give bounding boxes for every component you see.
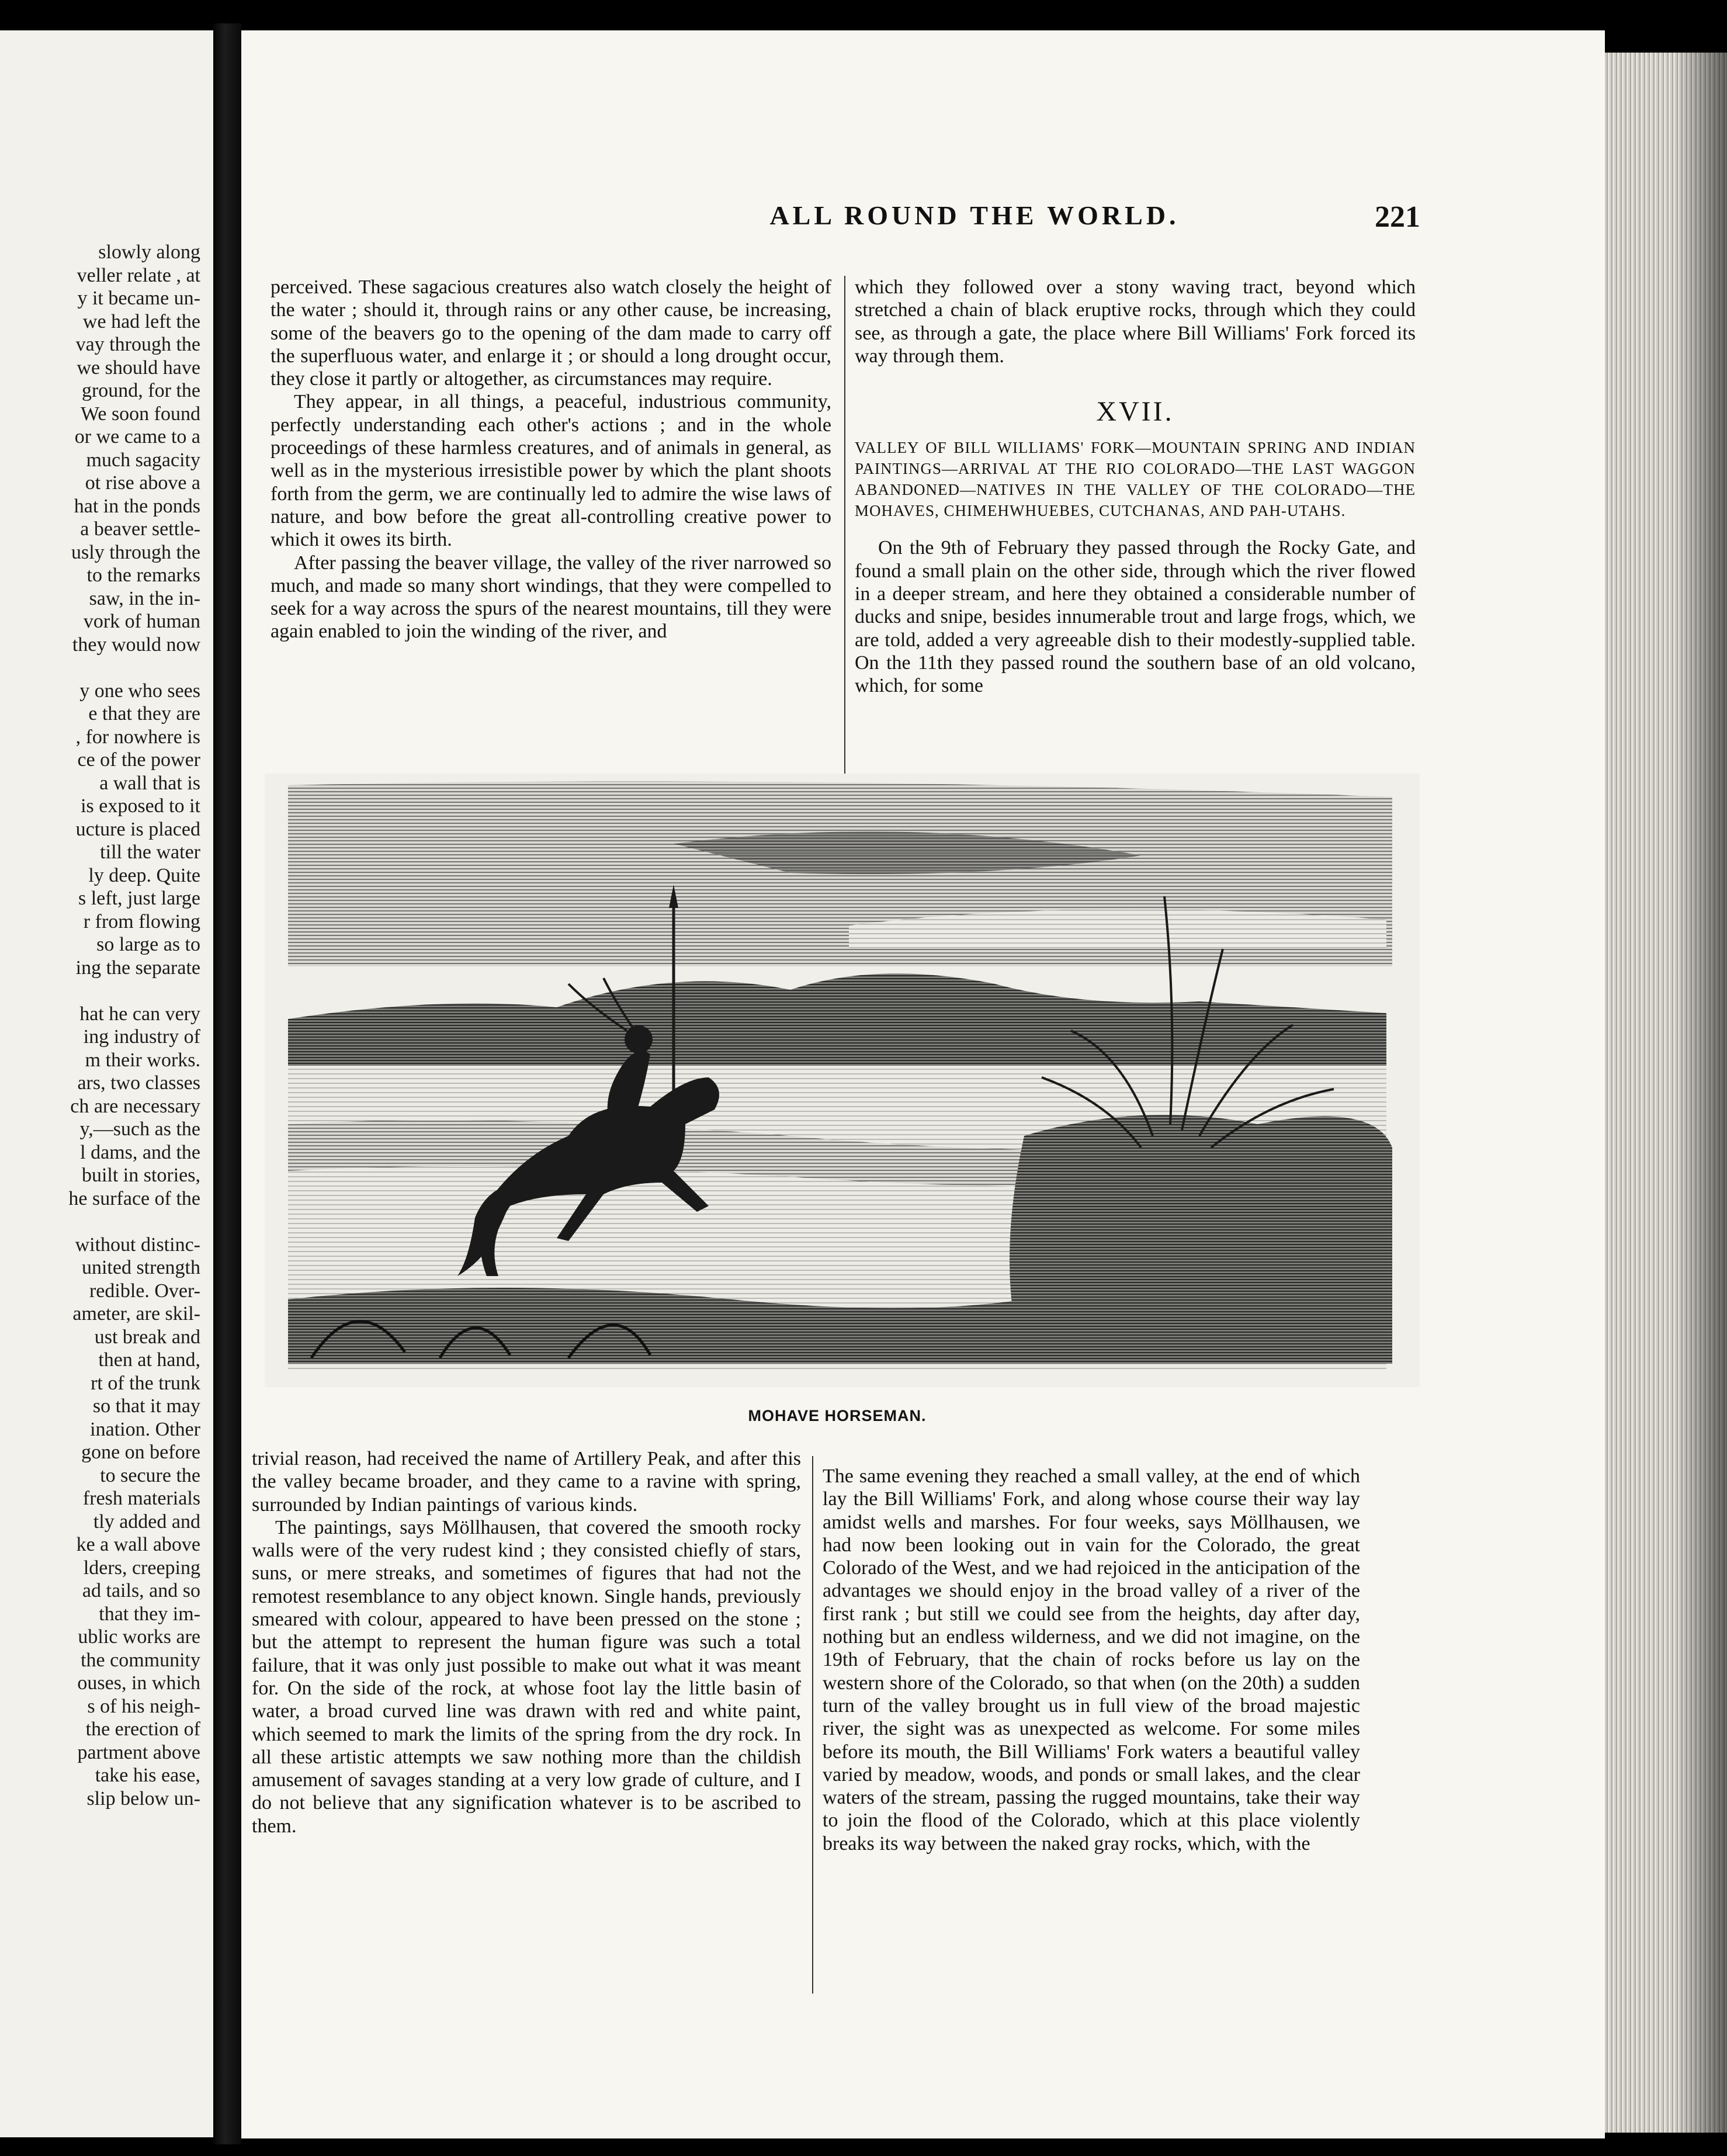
facing-page-line: y it became un- — [77, 287, 200, 309]
paragraph: They appear, in all things, a peaceful, industrious community, perfectly understanding each other's actions ; and in the whole proceedings of these harmless creatures, and of animals in general, as well as in the mysterious irresistible power by which the plant shoots forth from the germ, we are continually led to admire the wise laws of nature, and bow before the great all-controlling creative power to which it owes its birth. — [271, 391, 831, 551]
book-gutter — [213, 23, 241, 2144]
facing-page-line: ust break and — [94, 1326, 200, 1348]
facing-page-line: ce of the power — [77, 749, 200, 771]
facing-page-line: ly deep. Quite — [88, 864, 200, 886]
facing-page-line: y,—such as the — [79, 1118, 200, 1140]
facing-page-line: slip below un- — [86, 1787, 200, 1810]
facing-page-line: m their works. — [85, 1049, 200, 1071]
facing-page-line: vay through the — [75, 334, 200, 355]
facing-page-line: hat in the ponds — [74, 495, 200, 517]
facing-page-line: r from flowing — [83, 910, 200, 933]
facing-page-line: ad tails, and so — [82, 1580, 200, 1602]
facing-page-line: take his ease, — [95, 1765, 200, 1786]
facing-page-line: the community — [81, 1649, 200, 1671]
column-bottom-right — [823, 1465, 1360, 1855]
column-rule-bottom — [812, 1456, 813, 1994]
rider-head — [625, 1025, 653, 1053]
facing-page-line: ing industry of — [83, 1026, 200, 1048]
facing-page-fragment — [0, 30, 213, 2137]
paragraph: trivial reason, had received the name of Artillery Peak, and after this the valley became broader, and they came to a ravine with spring, surrounded by Indian paintings of various kinds. — [252, 1448, 801, 1516]
facing-page-line: e that they are — [88, 703, 200, 725]
facing-page-line: ameter, are skil- — [72, 1303, 200, 1325]
paragraph: On the 9th of February they passed through the Rocky Gate, and found a small plain on the other side, through which the river flowed in a deeper stream, and here they obtained a considerable number of ducks and snipe, besides innumerable trout and large frogs, which, we are told, added a very agreeable dish to their modestly-supplied table. On the 11th they passed round the southern base of an old volcano, which, for some — [855, 537, 1416, 697]
facing-page-line: saw, in the in- — [89, 587, 200, 609]
facing-page-line: the erection of — [85, 1718, 200, 1740]
facing-page-line: rt of the trunk — [91, 1372, 200, 1394]
paragraph: perceived. These sagacious creatures also watch closely the height of the water ; should it, through rains or any other cause, be increasing, some of the beavers go to the opening of the dam made to carry off the superfluous water, and enlarge it ; or should a long drought occur, they close it partly or altogether, as circumstances may require. — [271, 276, 831, 390]
facing-page-line: a beaver settle- — [80, 518, 200, 540]
facing-page-line: we had left the — [82, 310, 200, 332]
facing-page-line: united strength — [81, 1257, 200, 1278]
page-edges — [1605, 53, 1727, 2133]
mohave-horseman-engraving — [265, 774, 1420, 1387]
paragraph: The paintings, says Möllhausen, that covered the smooth rocky walls were of the very rudest kind ; they consisted chiefly of stars, suns, or mere streaks, and sometimes of figures that had not the remotest resemblance to any object known. Single hands, previously smeared with colour, appeared to have been pressed on the stone ; but the attempt to represent the human figure was such a total failure, that it was only just possible to make out what it was meant for. On the side of the rock, at whose foot lay the little basin of water, a broad curved line was drawn with red and white paint, which seemed to mark the limits of the spring from the dry rock. In all these artistic attempts we saw nothing more than the childish amusement of savages standing at a very low grade of culture, and I do not believe that any signification whatever is to be ascribed to them. — [252, 1516, 801, 1837]
column-bottom-left — [252, 1447, 801, 1838]
facing-page-line: so that it may — [92, 1395, 200, 1417]
facing-page-line: lders, creeping — [83, 1557, 200, 1579]
paragraph: which they followed over a stony waving tract, beyond which stretched a chain of black eruptive rocks, through which they could see, as through a gate, the place where Bill Williams' Fork forced its way through them. — [855, 276, 1416, 367]
facing-page-line: s left, just large — [78, 888, 200, 909]
page-number: 221 — [1375, 200, 1420, 234]
facing-page-line: veller relate , at — [77, 264, 200, 286]
facing-page-line: till the water — [100, 841, 200, 863]
facing-page-line: they would now — [72, 633, 200, 656]
chapter-number: XVII. — [1096, 396, 1174, 428]
facing-page-line: is exposed to it — [81, 795, 200, 817]
facing-page-line: built in stories, — [81, 1164, 200, 1186]
chapter-summary: VALLEY OF BILL WILLIAMS' FORK—MOUNTAIN SPRING AND INDIAN PAINTINGS—ARRIVAL AT THE RIO COLORADO—THE LAST WAGGON ABANDONED—NATIVES IN THE VALLEY OF THE COLORADO—THE MOHAVES, CHIMEHWHUEBES, CUTCHANAS, AND PAH-UTAHS. — [855, 439, 1416, 520]
paragraph: The same evening they reached a small valley, at the end of which lay the Bill Williams' Fork, and along whose course their way lay amidst wells and marshes. For four weeks, says Möllhausen, we had now been looking out in vain for the Colorado, the great Colorado of the West, and we had rejoiced in the anticipation of the advantages we should enjoy in the broad valley of a river of the first rank ; but still we could see from the heights, day after day, nothing but an endless wilderness, and we did not imagine, on the 19th of February, that the chain of rocks before us lay on the western shore of the Colorado, so that when (on the 20th) a sudden turn of the valley brought us in full view of the broad majestic river, the sight was as unexpected as welcome. For some miles before its mouth, the Bill Williams' Fork waters a beautiful valley varied by meadow, woods, and ponds or small lakes, and the clear waters of the stream, passing the rugged mountains, take their way to join the flood of the Colorado, which at this place violently breaks its way between the naked gray rocks, which, with the — [823, 1465, 1360, 1855]
facing-page-line: ouses, in which — [77, 1672, 200, 1694]
facing-page-line: that they im- — [99, 1603, 200, 1625]
facing-page-line: then at hand, — [98, 1349, 200, 1371]
facing-page-line: ing the separate — [75, 956, 200, 979]
facing-page-line: y one who sees — [79, 680, 200, 702]
facing-page-line: or we came to a — [74, 426, 200, 448]
facing-page-line: ch are necessary — [70, 1095, 200, 1117]
facing-page-line: to secure the — [100, 1464, 200, 1486]
facing-page-line: ucture is placed — [75, 818, 200, 840]
facing-page-line: usly through the — [71, 541, 200, 563]
facing-page-line: partment above — [77, 1741, 200, 1763]
illustration-caption: MOHAVE HORSEMAN. — [748, 1407, 927, 1424]
facing-page-line: we should have — [77, 356, 200, 379]
facing-page-line: ke a wall above — [76, 1534, 200, 1555]
running-head: ALL ROUND THE WORLD. — [769, 200, 1180, 230]
book-page — [241, 30, 1605, 2138]
column-top-right — [855, 276, 1416, 698]
facing-page-line: much sagacity — [86, 449, 200, 471]
facing-page-line: slowly along — [98, 241, 200, 263]
facing-page-line: hat he can very — [79, 1003, 200, 1025]
facing-page-line: ination. Other — [90, 1418, 200, 1440]
facing-page-line: redible. Over- — [89, 1280, 200, 1302]
facing-page-line: ot rise above a — [85, 472, 200, 494]
facing-page-line: so large as to — [96, 934, 200, 955]
column-rule-top — [844, 276, 845, 784]
facing-page-line: s of his neigh- — [87, 1695, 200, 1717]
column-top-left — [271, 276, 831, 643]
facing-page-line: tly added and — [93, 1510, 200, 1533]
facing-page-line: vork of human — [83, 611, 200, 632]
facing-page-line: gone on before — [81, 1441, 200, 1463]
facing-page-line: a wall that is — [99, 772, 200, 794]
facing-page-line: We soon found — [80, 403, 200, 425]
facing-page-line: to the remarks — [86, 564, 200, 586]
facing-page-line: fresh materials — [82, 1488, 200, 1509]
facing-page-line: ublic works are — [78, 1626, 200, 1648]
facing-page-line: l dams, and the — [80, 1141, 200, 1163]
facing-page-line: , for nowhere is — [75, 726, 200, 748]
facing-page-line: ars, two classes — [77, 1072, 200, 1094]
paragraph: After passing the beaver village, the valley of the river narrowed so much, and made so many short windings, that they were compelled to seek for a way across the spurs of the nearest mountains, till they were again enabled to join the winding of the river, and — [271, 552, 831, 643]
facing-page-line: ground, for the — [81, 380, 200, 401]
facing-page-line: he surface of the — [68, 1187, 200, 1209]
facing-page-line: without distinc- — [75, 1233, 200, 1256]
reed-thicket — [1010, 1115, 1392, 1364]
